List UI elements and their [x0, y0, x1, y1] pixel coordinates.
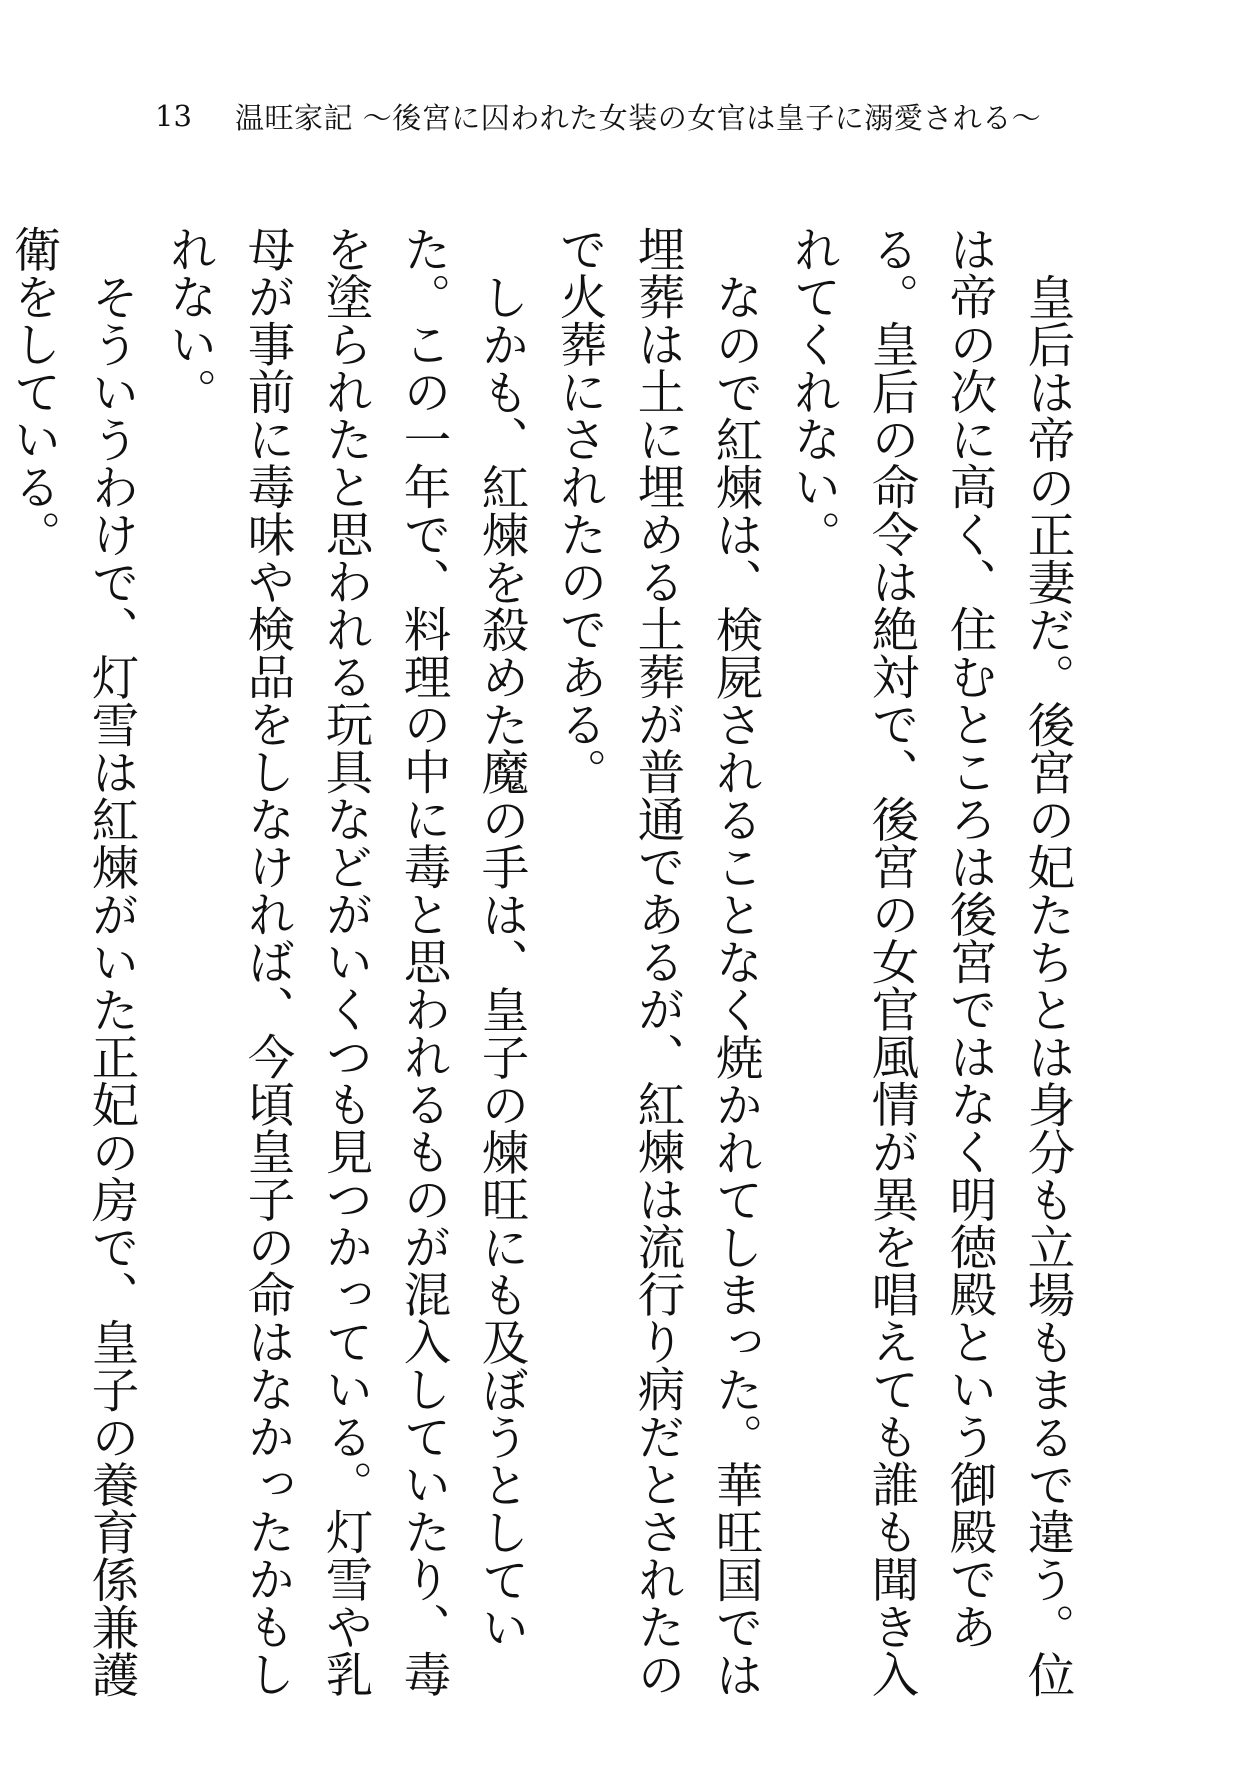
page-number: 13 [155, 99, 192, 133]
paragraph-3: しかも、紅煉を殺めた魔の手は、皇子の煉旺にも及ぼうとしていた。この一年で、料理の中に毒と思われるものが混入していたり、毒を塗られたと思われる玩具などがいくつも見つかっている。灯雪や乳母が事前に毒味や検品をしなければ、今頃皇子の命はなかったかもしれない。 [161, 225, 528, 1698]
vertical-body-text [5, 225, 1085, 1705]
paragraph-2: なので紅煉は、検屍されることなく焼かれてしまった。華旺国では埋葬は土に埋める土葬が普通であるが、紅煉は流行り病だとされたので火葬にされたのである。 [551, 225, 762, 1698]
page-header [155, 96, 1160, 136]
running-title: 温旺家記 ～後宮に囚われた女装の女官は皇子に溺愛される～ [235, 100, 1042, 135]
paragraph-1: 皇后は帝の正妻だ。後宮の妃たちとは身分も立場もまるで違う。位は帝の次に高く、住むところは後宮ではなく明徳殿という御殿である。皇后の命令は絶対で、後宮の女官風情が異を唱えても誰も聞き入れてくれない。 [785, 225, 1074, 1698]
paragraph-4: そういうわけで、灯雪は紅煉がいた正妃の房で、皇子の養育係兼護衛をしている。 [5, 225, 138, 1698]
